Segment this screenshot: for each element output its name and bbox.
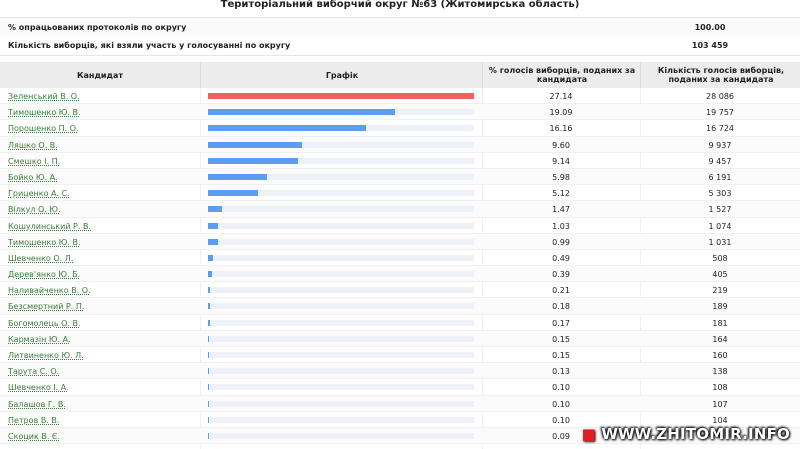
candidate-name-link[interactable]: Богомолець О. В. — [8, 318, 81, 328]
table-row — [0, 153, 800, 169]
vote-percent: 0.99 — [552, 237, 570, 247]
table-row — [0, 137, 800, 153]
header-percent: % голосів виборців, поданих за кандидата — [482, 62, 641, 88]
vote-count: 9 937 — [708, 140, 732, 150]
vote-count: 138 — [712, 367, 728, 377]
summary-processed-value: 100.00 — [694, 23, 726, 32]
vote-bar-track — [208, 433, 474, 439]
vote-percent: 9.60 — [552, 140, 570, 150]
vote-bar — [208, 287, 210, 293]
candidate-name-link[interactable]: Смешко І. П. — [8, 156, 61, 166]
table-row — [0, 315, 800, 331]
vote-count: 9 457 — [708, 156, 732, 166]
candidate-name-link[interactable]: Кошулинський Р. В. — [8, 221, 91, 231]
results-table-body — [0, 88, 800, 444]
vote-bar-track — [208, 142, 474, 148]
vote-percent: 0.18 — [552, 302, 570, 312]
vote-count: 5 303 — [708, 189, 732, 199]
vote-bar — [208, 433, 209, 439]
vote-bar-track — [208, 303, 474, 309]
vote-bar-track — [208, 109, 474, 115]
table-row — [0, 266, 800, 282]
header-chart: Графік — [200, 62, 483, 88]
candidate-name-link[interactable]: Тарута С. О. — [8, 367, 60, 377]
vote-bar — [208, 206, 222, 212]
results-table-header — [0, 62, 800, 88]
vote-bar — [208, 109, 395, 115]
vote-bar-track — [208, 93, 474, 99]
vote-count: 189 — [712, 302, 728, 312]
vote-bar — [208, 320, 210, 326]
vote-bar-track — [208, 271, 474, 277]
candidate-name-link[interactable]: Дерев'янко Ю. Б. — [8, 270, 81, 280]
vote-percent: 0.10 — [552, 399, 570, 409]
vote-percent: 0.10 — [552, 415, 570, 425]
summary-turnout-label: Кількість виборців, які взяли участь у голосуванні по округу — [8, 41, 291, 50]
candidate-name-link[interactable]: Порошенко П. О. — [8, 124, 79, 134]
table-row — [0, 185, 800, 201]
vote-bar — [208, 303, 210, 309]
vote-bar-track — [208, 352, 474, 358]
vote-bar-track — [208, 336, 474, 342]
header-votes: Кількість голосів виборців, поданих за кандидата — [640, 62, 800, 88]
watermark-mark: ■ — [581, 425, 596, 443]
table-row — [0, 250, 800, 266]
candidate-name-link[interactable]: Литвиненко Ю. Л. — [8, 351, 84, 360]
table-row — [0, 298, 800, 314]
vote-percent: 5.98 — [552, 172, 570, 182]
vote-bar — [208, 190, 258, 196]
table-row — [0, 88, 800, 104]
vote-bar-track — [208, 320, 474, 326]
vote-bar — [208, 142, 302, 148]
table-row — [0, 169, 800, 185]
vote-bar-track — [208, 368, 474, 374]
vote-bar — [208, 158, 298, 164]
vote-percent: 27.14 — [549, 92, 573, 101]
vote-bar — [208, 174, 267, 180]
vote-count: 19 757 — [706, 108, 734, 118]
vote-bar-track — [208, 190, 474, 196]
table-row — [0, 201, 800, 217]
vote-count: 181 — [712, 318, 728, 328]
vote-bar — [208, 336, 209, 342]
vote-count: 6 191 — [708, 172, 732, 182]
summary-processed-row — [0, 17, 800, 38]
vote-bar — [208, 352, 209, 358]
table-row — [0, 331, 800, 347]
vote-count: 164 — [712, 334, 728, 344]
vote-count: 219 — [712, 286, 728, 296]
vote-percent: 1.47 — [552, 205, 570, 215]
candidate-name-link[interactable]: Кармазін Ю. А. — [8, 334, 71, 344]
watermark-text: WWW.ZHITOMIR.INFO — [601, 425, 790, 443]
vote-count: 28 086 — [706, 92, 734, 101]
vote-count: 508 — [712, 253, 728, 263]
vote-count: 16 724 — [706, 124, 734, 134]
header-candidate: Кандидат — [76, 70, 124, 80]
table-row — [0, 396, 800, 412]
vote-count: 1 031 — [708, 237, 732, 247]
vote-bar-track — [208, 255, 474, 261]
vote-count: 107 — [712, 399, 728, 409]
vote-percent: 0.10 — [552, 383, 570, 393]
vote-bar — [208, 125, 366, 131]
table-row — [0, 218, 800, 234]
table-row — [0, 363, 800, 379]
table-row — [0, 282, 800, 298]
vote-percent: 16.16 — [549, 124, 573, 134]
vote-percent: 1.03 — [552, 221, 570, 231]
vote-bar-track — [208, 223, 474, 229]
vote-percent: 5.12 — [552, 189, 570, 199]
summary-turnout-row — [0, 36, 800, 56]
vote-bar — [208, 93, 474, 99]
candidate-name-link[interactable]: Шевченко О. Л. — [8, 253, 74, 263]
vote-percent: 0.21 — [552, 286, 570, 296]
vote-percent: 19.09 — [549, 108, 573, 118]
vote-bar — [208, 255, 213, 261]
vote-percent: 9.14 — [552, 156, 570, 166]
vote-bar — [208, 401, 209, 407]
vote-percent: 0.13 — [552, 367, 570, 377]
vote-percent: 0.15 — [552, 351, 570, 360]
candidate-name-link[interactable]: Петров В. В. — [8, 415, 60, 425]
summary-processed-label: % опрацьованих протоколів по округу — [8, 23, 187, 32]
vote-percent: 0.17 — [552, 318, 570, 328]
vote-count: 104 — [712, 415, 728, 425]
candidate-name-link[interactable]: Безсмертний Р. П. — [8, 302, 85, 312]
vote-bar — [208, 239, 218, 245]
vote-bar-track — [208, 287, 474, 293]
summary-turnout-value: 103 459 — [691, 41, 729, 50]
vote-bar — [208, 417, 209, 423]
vote-bar-track — [208, 417, 474, 423]
vote-bar — [208, 368, 209, 374]
candidate-name-link[interactable]: Балашов Г. В. — [8, 399, 66, 409]
vote-count: 108 — [712, 383, 728, 393]
vote-bar-track — [208, 206, 474, 212]
vote-percent: 0.09 — [552, 431, 570, 441]
table-row — [0, 104, 800, 120]
table-row — [0, 379, 800, 395]
vote-bar-track — [208, 239, 474, 245]
candidate-name-link[interactable]: Тимошенко Ю. В. — [8, 237, 81, 247]
vote-bar — [208, 223, 218, 229]
vote-bar-track — [208, 158, 474, 164]
vote-count: 405 — [712, 270, 728, 280]
vote-bar-track — [208, 384, 474, 390]
vote-count: 1 527 — [708, 205, 732, 215]
vote-count: 160 — [712, 351, 728, 360]
candidate-name-link[interactable]: Ляшко О. В. — [8, 140, 58, 150]
vote-percent: 0.39 — [552, 270, 570, 280]
vote-bar-track — [208, 174, 474, 180]
candidate-name-link[interactable]: Вілкул О. Ю. — [8, 205, 61, 215]
vote-percent: 0.15 — [552, 334, 570, 344]
vote-count: 1 074 — [708, 221, 732, 231]
candidate-name-link[interactable]: Зеленський В. О. — [8, 92, 80, 101]
site-watermark — [582, 425, 791, 443]
candidate-name-link[interactable]: Скоцик В. Є. — [8, 431, 61, 441]
vote-bar — [208, 271, 212, 277]
table-row — [0, 234, 800, 250]
page-title: Територіальний виборчий округ №63 (Житомирська область) — [220, 0, 580, 10]
table-row — [0, 347, 800, 363]
vote-bar-track — [208, 401, 474, 407]
candidate-name-link[interactable]: Наливайченко В. О. — [8, 286, 91, 296]
table-row — [0, 120, 800, 136]
candidate-name-link[interactable]: Шевченко І. А. — [8, 383, 69, 393]
vote-bar — [208, 384, 209, 390]
candidate-name-link[interactable]: Бойко Ю. А. — [8, 172, 58, 182]
vote-percent: 0.49 — [552, 253, 570, 263]
candidate-name-link[interactable]: Гриценко А. С. — [8, 189, 70, 199]
vote-bar-track — [208, 125, 474, 131]
candidate-name-link[interactable]: Тимошенко Ю. В. — [8, 108, 81, 118]
